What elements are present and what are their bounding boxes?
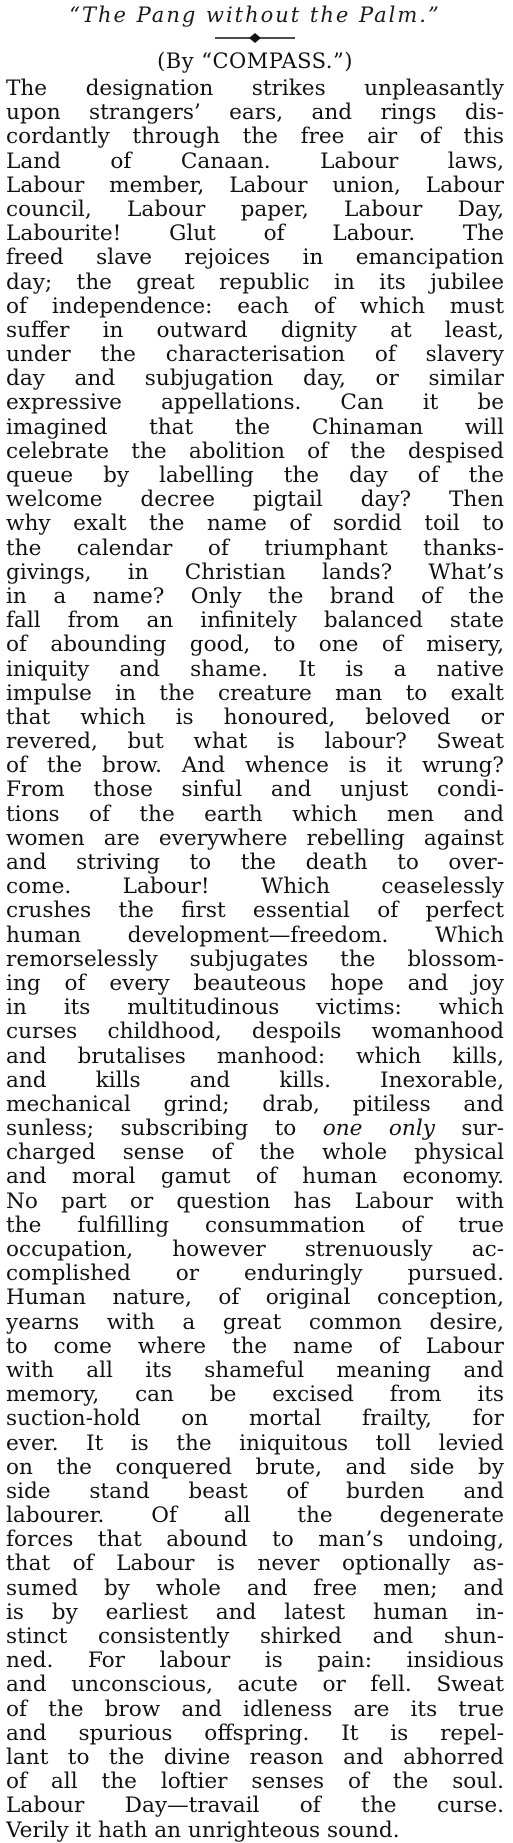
article-emphasis: one only: [322, 1117, 435, 1142]
article-line: ever. It is the iniquitous toll levied: [6, 1431, 504, 1456]
article-line: in a name? Only the brand of the: [6, 584, 504, 609]
article-line: of independence: each of which must: [6, 294, 504, 319]
article-line: The designation strikes unpleasantly: [6, 77, 504, 101]
article-line: Labour Day—travail of the curse.: [6, 1794, 504, 1819]
article-line: mechanical grind; drab, pitiless and: [6, 1092, 504, 1117]
article-line: and spurious offspring. It is repel-: [6, 1721, 504, 1746]
article-line: of the brow and idleness are its true: [6, 1697, 504, 1722]
article-byline: (By “COMPASS.”): [157, 49, 353, 73]
article-line: of abounding good, to one of misery,: [6, 633, 504, 658]
article-line: lant to the divine reason and abhorred: [6, 1745, 504, 1770]
article-line: council, Labour paper, Labour Day,: [6, 197, 504, 222]
article-body: [6, 77, 504, 1843]
article-line: human development—freedom. Which: [6, 923, 504, 948]
article-line: celebrate the abolition of the despised: [6, 439, 504, 464]
article-line: of all the loftier senses of the soul.: [6, 1770, 504, 1795]
article-line: fall from an infinitely balanced state: [6, 609, 504, 634]
article-line: and unconscious, acute or fell. Sweat: [6, 1673, 504, 1698]
article-line: cordantly through the free air of this: [6, 125, 504, 150]
article-line: labourer. Of all the degenerate: [6, 1504, 504, 1529]
ornamental-rule-icon: [215, 32, 295, 44]
article-line: tions of the earth which men and: [6, 802, 504, 827]
article-line: freed slave rejoices in emancipation: [6, 246, 504, 271]
article-line: Labour member, Labour union, Labour: [6, 173, 504, 198]
article-line: day and subjugation day, or similar: [6, 367, 504, 392]
article-line: forces that abound to man’s undoing,: [6, 1528, 504, 1553]
article-line: suffer in outward dignity at least,: [6, 318, 504, 343]
article-line: Land of Canaan. Labour laws,: [6, 149, 504, 174]
article-line: occupation, however strenuously ac-: [6, 1238, 504, 1262]
article-line: [6, 1117, 504, 1141]
article-line: impulse in the creature man to exalt: [6, 681, 504, 706]
article-title: “The Pang without the Palm.”: [69, 3, 441, 27]
article-line: in its multitudinous victims: which: [6, 996, 504, 1021]
article-line: complished or enduringly pursued.: [6, 1262, 504, 1287]
article-line: and kills and kills. Inexorable,: [6, 1068, 504, 1093]
article-line: side stand beast of burden and: [6, 1479, 504, 1504]
article-line: crushes the first essential of perfect: [6, 899, 504, 924]
article-line: From those sinful and unjust condi-: [6, 778, 504, 803]
article-line-text: sunless; subscribing to: [6, 1117, 297, 1142]
article-line: under the characterisation of slavery: [6, 343, 504, 368]
article-line: upon strangers’ ears, and rings dis-: [6, 101, 504, 126]
article-line: to come where the name of Labour: [6, 1334, 504, 1359]
article-line: sumed by whole and free men; and: [6, 1576, 504, 1601]
article-line: Verily it hath an unrighteous sound.: [6, 1818, 400, 1843]
article-line: with all its shameful meaning and: [6, 1358, 504, 1383]
article-line: is by earliest and latest human in-: [6, 1600, 504, 1625]
article-line-tail: sur-: [461, 1117, 504, 1142]
article-line: suction-hold on mortal frailty, for: [6, 1407, 504, 1432]
article-line: and striving to the death to over-: [6, 851, 504, 875]
article-line: on the conquered brute, and side by: [6, 1455, 504, 1480]
article-line: and moral gamut of human economy.: [6, 1165, 504, 1190]
article-line: stinct consistently shirked and shun-: [6, 1625, 504, 1649]
article-line: that which is honoured, beloved or: [6, 705, 504, 730]
article-line: No part or question has Labour with: [6, 1189, 504, 1214]
article-line: women are everywhere rebelling against: [6, 826, 504, 851]
article-line: and brutalises manhood: which kills,: [6, 1044, 504, 1069]
article-line: charged sense of the whole physical: [6, 1141, 504, 1166]
article-line: memory, can be excised from its: [6, 1383, 504, 1408]
article-line: Human nature, of original conception,: [6, 1286, 504, 1311]
article-line: remorselessly subjugates the blossom-: [6, 947, 504, 972]
article-line: yearns with a great common desire,: [6, 1310, 504, 1335]
article-line: ing of every beauteous hope and joy: [6, 971, 504, 996]
article-line: come. Labour! Which ceaselessly: [6, 875, 504, 900]
article-line: revered, but what is labour? Sweat: [6, 730, 504, 755]
article-line: that of Labour is never optionally as-: [6, 1552, 504, 1577]
article-line: ned. For labour is pain: insidious: [6, 1649, 504, 1674]
article-line: curses childhood, despoils womanhood: [6, 1020, 504, 1045]
article-line: welcome decree pigtail day? Then: [6, 488, 504, 513]
article-line: givings, in Christian lands? What’s: [6, 560, 504, 585]
article-line: day; the great republic in its jubilee: [6, 270, 504, 295]
title-divider: [6, 28, 504, 48]
article-line: queue by labelling the day of the: [6, 464, 504, 488]
article-line: imagined that the Chinaman will: [6, 415, 504, 440]
article-line: of the brow. And whence is it wrung?: [6, 754, 504, 779]
article-line: expressive appellations. Can it be: [6, 391, 504, 416]
article-line: why exalt the name of sordid toil to: [6, 512, 504, 537]
article-line: the calendar of triumphant thanks-: [6, 536, 504, 561]
article-line: the fulfilling consummation of true: [6, 1213, 504, 1238]
article-line: Labourite! Glut of Labour. The: [6, 222, 504, 247]
article-line: iniquity and shame. It is a native: [6, 657, 504, 682]
